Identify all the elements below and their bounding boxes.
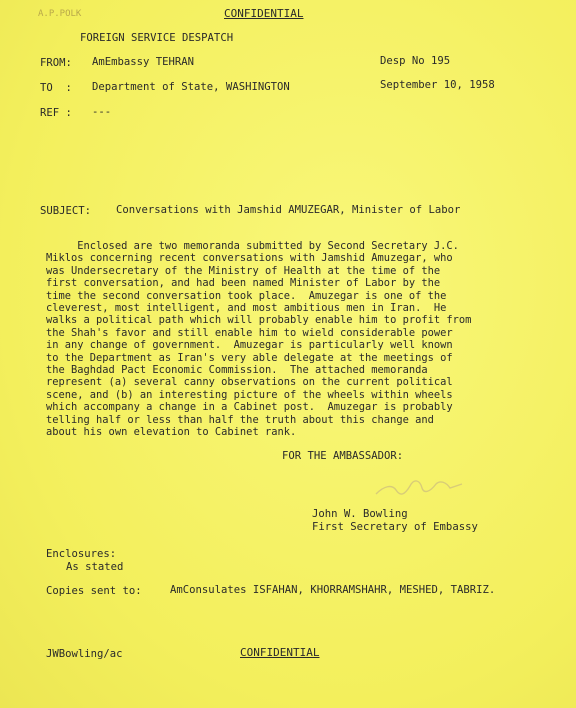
- copies-label: Copies sent to:: [46, 585, 142, 597]
- from-label: FROM:: [40, 57, 72, 69]
- body-line: represent (a) several canny observations on the current political: [46, 376, 453, 389]
- body-line: was Undersecretary of the Ministry of Health at the time of the: [46, 264, 441, 277]
- ref-label: REF :: [40, 107, 72, 119]
- copies-value: AmConsulates ISFAHAN, KHORRAMSHAHR, MESHED, TABRIZ.: [170, 584, 496, 596]
- classification-top: CONFIDENTIAL: [224, 7, 304, 20]
- signer-title: First Secretary of Embassy: [312, 521, 478, 533]
- for-the-ambassador: FOR THE AMBASSADOR:: [282, 450, 404, 462]
- body-line: in any change of government. Amuzegar is particularly well known: [46, 339, 453, 352]
- signature-mark: [370, 466, 480, 506]
- body-line: about his own elevation to Cabinet rank.: [46, 426, 297, 439]
- to-label: TO :: [40, 82, 72, 94]
- body-line: the Baghdad Pact Economic Commission. The attached memoranda: [46, 364, 428, 377]
- subject-label: SUBJECT:: [40, 205, 92, 217]
- despatch-type: FOREIGN SERVICE DESPATCH: [80, 32, 234, 44]
- despatch-date: September 10, 1958: [380, 79, 495, 91]
- body-line: first conversation, and had been named Minister of Labor by the: [46, 277, 441, 290]
- body-line: the Shah's favor and still enable him to wield considerable power: [46, 326, 453, 339]
- body-line: Miklos concerning recent conversations with Jamshid Amuzegar, who: [46, 252, 453, 265]
- body-line: time the second conversation took place. Amuzegar is one of the: [46, 289, 447, 302]
- despatch-number: Desp No 195: [380, 55, 451, 67]
- stamp-text: A.P.POLK: [38, 9, 82, 19]
- body-paragraph: [46, 240, 538, 439]
- to-value: Department of State, WASHINGTON: [92, 81, 290, 93]
- body-line: to the Department as Iran's very able delegate at the meetings of: [46, 351, 453, 364]
- ref-value: ---: [92, 106, 112, 118]
- from-value: AmEmbassy TEHRAN: [92, 56, 195, 68]
- body-line: Enclosed are two memoranda submitted by Second Secretary J.C.: [46, 240, 459, 252]
- body-line: cleverest, most intelligent, and most ambitious men in Iran. He: [46, 302, 447, 315]
- enclosures-label: Enclosures:: [46, 548, 117, 560]
- body-line: scene, and (b) an interesting picture of the wheels within wheels: [46, 388, 453, 401]
- subject-value: Conversations with Jamshid AMUZEGAR, Minister of Labor: [116, 204, 461, 216]
- typist-initials: JWBowling/ac: [46, 648, 123, 660]
- body-line: which accompany a change in a Cabinet post. Amuzegar is probably: [46, 401, 453, 414]
- body-line: telling half or less than half the truth about this change and: [46, 413, 434, 426]
- signer-name: John W. Bowling: [312, 508, 408, 520]
- classification-bottom: CONFIDENTIAL: [240, 646, 320, 659]
- body-line: walks a political path which will probably enable him to profit from: [46, 314, 472, 327]
- enclosures-value: As stated: [66, 561, 124, 573]
